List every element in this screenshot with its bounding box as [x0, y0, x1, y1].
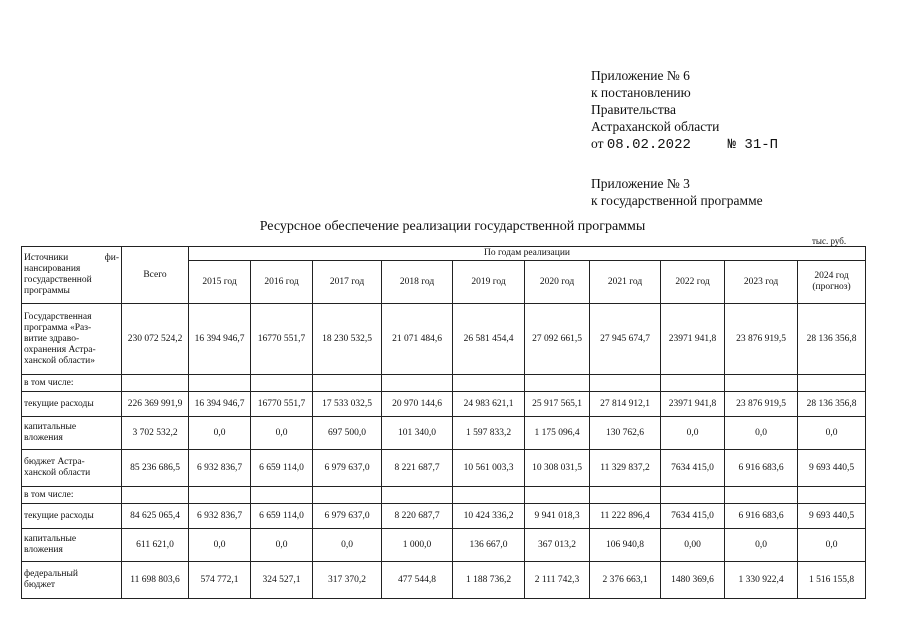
- value-cell: 23971 941,8: [661, 304, 725, 375]
- row-label: [22, 375, 122, 392]
- value-cell: 0,0: [189, 529, 251, 562]
- value-cell: 0,0: [798, 529, 866, 562]
- total-header: Всего: [122, 247, 189, 304]
- row-label-line: вложения: [24, 433, 63, 443]
- program-appendix-header: [591, 175, 763, 209]
- row-label-line: ханской области»: [24, 355, 95, 366]
- value-cell: 16 394 946,7: [189, 392, 251, 417]
- row-label-line: капитальные: [24, 534, 77, 544]
- value-cell: 6 932 836,7: [189, 450, 251, 487]
- table-header-row: [22, 247, 866, 261]
- empty-cell: [251, 375, 313, 392]
- empty-cell: [122, 375, 189, 392]
- value-cell: 1 000,0: [382, 529, 453, 562]
- value-cell: 6 659 114,0: [251, 504, 313, 529]
- value-cell: 0,0: [725, 417, 798, 450]
- government-label: Правительства: [591, 102, 676, 117]
- value-cell: 27 945 674,7: [590, 304, 661, 375]
- table-row: [22, 562, 866, 599]
- empty-cell: [313, 487, 382, 504]
- resource-table: [21, 246, 866, 599]
- value-cell: 28 136 356,8: [798, 304, 866, 375]
- value-cell: 11 329 837,2: [590, 450, 661, 487]
- source-header-line: [24, 253, 119, 264]
- table-row: [22, 450, 866, 487]
- value-cell: 9 693 440,5: [798, 450, 866, 487]
- value-cell: 1 516 155,8: [798, 562, 866, 599]
- empty-cell: [590, 487, 661, 504]
- row-label-line: текущие расходы: [24, 398, 94, 409]
- value-cell: 9 941 018,3: [525, 504, 590, 529]
- row-label-line: программа «Раз-: [24, 322, 92, 333]
- value-cell: 28 136 356,8: [798, 392, 866, 417]
- value-cell: 574 772,1: [189, 562, 251, 599]
- year-header: 2023 год: [725, 261, 798, 304]
- year-header: 2016 год: [251, 261, 313, 304]
- value-cell: 26 581 454,4: [453, 304, 525, 375]
- table-row: [22, 392, 866, 417]
- total-cell: 84 625 065,4: [122, 504, 189, 529]
- value-cell: 17 533 032,5: [313, 392, 382, 417]
- empty-cell: [798, 487, 866, 504]
- value-cell: 2 111 742,3: [525, 562, 590, 599]
- empty-cell: [525, 375, 590, 392]
- decree-date-line: [591, 135, 778, 154]
- value-cell: 18 230 532,5: [313, 304, 382, 375]
- row-label: [22, 504, 122, 529]
- value-cell: 11 222 896,4: [590, 504, 661, 529]
- value-cell: 7634 415,0: [661, 450, 725, 487]
- region-label: Астраханской области: [591, 119, 720, 134]
- decree-number: № 31-П: [727, 137, 779, 153]
- value-cell: 6 979 637,0: [313, 450, 382, 487]
- value-cell: 0,0: [251, 417, 313, 450]
- row-label-line: охранения Астра-: [24, 344, 96, 355]
- value-cell: 0,00: [661, 529, 725, 562]
- subheading-row: [22, 375, 866, 392]
- appendix-6-label: Приложение № 6: [591, 68, 690, 83]
- value-cell: 10 561 003,3: [453, 450, 525, 487]
- total-cell: 11 698 803,6: [122, 562, 189, 599]
- empty-cell: [661, 487, 725, 504]
- year-header: 2022 год: [661, 261, 725, 304]
- row-label: [22, 304, 122, 375]
- value-cell: 0,0: [661, 417, 725, 450]
- row-label-line: в том числе:: [24, 377, 74, 388]
- total-cell: 3 702 532,2: [122, 417, 189, 450]
- empty-cell: [725, 487, 798, 504]
- source-header-word: Источники: [24, 253, 69, 263]
- value-cell: 16770 551,7: [251, 304, 313, 375]
- appendix-3-label: Приложение № 3: [591, 176, 690, 191]
- value-cell: 27 092 661,5: [525, 304, 590, 375]
- empty-cell: [189, 375, 251, 392]
- year-header: 2017 год: [313, 261, 382, 304]
- from-label: от: [591, 136, 604, 151]
- value-cell: 130 762,6: [590, 417, 661, 450]
- row-label-line: бюджет Астра-: [24, 457, 85, 467]
- year-header: 2015 год: [189, 261, 251, 304]
- value-cell: 6 916 683,6: [725, 450, 798, 487]
- subheading-row: [22, 487, 866, 504]
- value-cell: 697 500,0: [313, 417, 382, 450]
- row-label: [22, 392, 122, 417]
- value-cell: 477 544,8: [382, 562, 453, 599]
- value-cell: 8 220 687,7: [382, 504, 453, 529]
- row-label-line: капитальные: [24, 422, 77, 432]
- total-cell: 226 369 991,9: [122, 392, 189, 417]
- value-cell: 20 970 144,6: [382, 392, 453, 417]
- value-cell: 136 667,0: [453, 529, 525, 562]
- value-cell: 1 175 096,4: [525, 417, 590, 450]
- table-row: [22, 417, 866, 450]
- source-header-line: нансирования: [24, 264, 81, 274]
- empty-cell: [189, 487, 251, 504]
- empty-cell: [122, 487, 189, 504]
- source-header-line: государственной: [24, 275, 92, 285]
- value-cell: 6 979 637,0: [313, 504, 382, 529]
- value-cell: 0,0: [251, 529, 313, 562]
- row-label-line: Государственная: [24, 311, 92, 322]
- value-cell: 1480 369,6: [661, 562, 725, 599]
- empty-cell: [313, 375, 382, 392]
- year-header: 2019 год: [453, 261, 525, 304]
- value-cell: 7634 415,0: [661, 504, 725, 529]
- total-cell: 230 072 524,2: [122, 304, 189, 375]
- value-cell: 24 983 621,1: [453, 392, 525, 417]
- empty-cell: [251, 487, 313, 504]
- value-cell: 0,0: [313, 529, 382, 562]
- value-cell: 2 376 663,1: [590, 562, 661, 599]
- row-label-line: ханской области: [24, 468, 91, 478]
- value-cell: 367 013,2: [525, 529, 590, 562]
- table-row: [22, 529, 866, 562]
- value-cell: 1 188 736,2: [453, 562, 525, 599]
- value-cell: 1 597 833,2: [453, 417, 525, 450]
- table-row: [22, 504, 866, 529]
- to-program-label: к государственной программе: [591, 193, 763, 208]
- year-header: 2021 год: [590, 261, 661, 304]
- row-label-line: текущие расходы: [24, 510, 94, 521]
- to-decree-label: к постановлению: [591, 85, 691, 100]
- empty-cell: [382, 375, 453, 392]
- value-cell: 317 370,2: [313, 562, 382, 599]
- value-cell: 23 876 919,5: [725, 392, 798, 417]
- value-cell: 10 308 031,5: [525, 450, 590, 487]
- source-header-line: программы: [24, 286, 70, 296]
- value-cell: 25 917 565,1: [525, 392, 590, 417]
- row-label-line: вложения: [24, 545, 63, 555]
- empty-cell: [453, 375, 525, 392]
- value-cell: 16 394 946,7: [189, 304, 251, 375]
- empty-cell: [798, 375, 866, 392]
- by-year-header: По годам реализации: [189, 247, 866, 261]
- row-label-line: витие здраво-: [24, 333, 80, 344]
- row-label: [22, 487, 122, 504]
- value-cell: 101 340,0: [382, 417, 453, 450]
- unit-label: тыс. руб.: [812, 236, 847, 246]
- value-cell: 1 330 922,4: [725, 562, 798, 599]
- year-header: 2024 год (прогноз): [798, 261, 866, 304]
- value-cell: 6 916 683,6: [725, 504, 798, 529]
- year-header: 2020 год: [525, 261, 590, 304]
- value-cell: 27 814 912,1: [590, 392, 661, 417]
- total-cell: 611 621,0: [122, 529, 189, 562]
- total-cell: 85 236 686,5: [122, 450, 189, 487]
- value-cell: 0,0: [189, 417, 251, 450]
- value-cell: 9 693 440,5: [798, 504, 866, 529]
- row-label: [22, 529, 122, 562]
- empty-cell: [661, 375, 725, 392]
- value-cell: 8 221 687,7: [382, 450, 453, 487]
- value-cell: 6 932 836,7: [189, 504, 251, 529]
- empty-cell: [725, 375, 798, 392]
- table-row: [22, 304, 866, 375]
- document-header: [591, 67, 778, 154]
- row-label: [22, 417, 122, 450]
- row-label-line: федеральный: [24, 569, 78, 579]
- empty-cell: [525, 487, 590, 504]
- row-label-line: в том числе:: [24, 489, 74, 500]
- value-cell: 0,0: [725, 529, 798, 562]
- value-cell: 23 876 919,5: [725, 304, 798, 375]
- source-header-word: фи-: [104, 253, 119, 263]
- value-cell: 21 071 484,6: [382, 304, 453, 375]
- value-cell: 10 424 336,2: [453, 504, 525, 529]
- year-header: 2018 год: [382, 261, 453, 304]
- value-cell: 6 659 114,0: [251, 450, 313, 487]
- document-title: Ресурсное обеспечение реализации государственной программы: [259, 219, 646, 234]
- empty-cell: [382, 487, 453, 504]
- value-cell: 16770 551,7: [251, 392, 313, 417]
- source-header: [22, 247, 122, 304]
- empty-cell: [590, 375, 661, 392]
- value-cell: 324 527,1: [251, 562, 313, 599]
- decree-date: 08.02.2022: [606, 137, 691, 153]
- row-label-line: бюджет: [24, 580, 56, 590]
- row-label: [22, 562, 122, 599]
- value-cell: 23971 941,8: [661, 392, 725, 417]
- value-cell: 0,0: [798, 417, 866, 450]
- value-cell: 106 940,8: [590, 529, 661, 562]
- row-label: [22, 450, 122, 487]
- empty-cell: [453, 487, 525, 504]
